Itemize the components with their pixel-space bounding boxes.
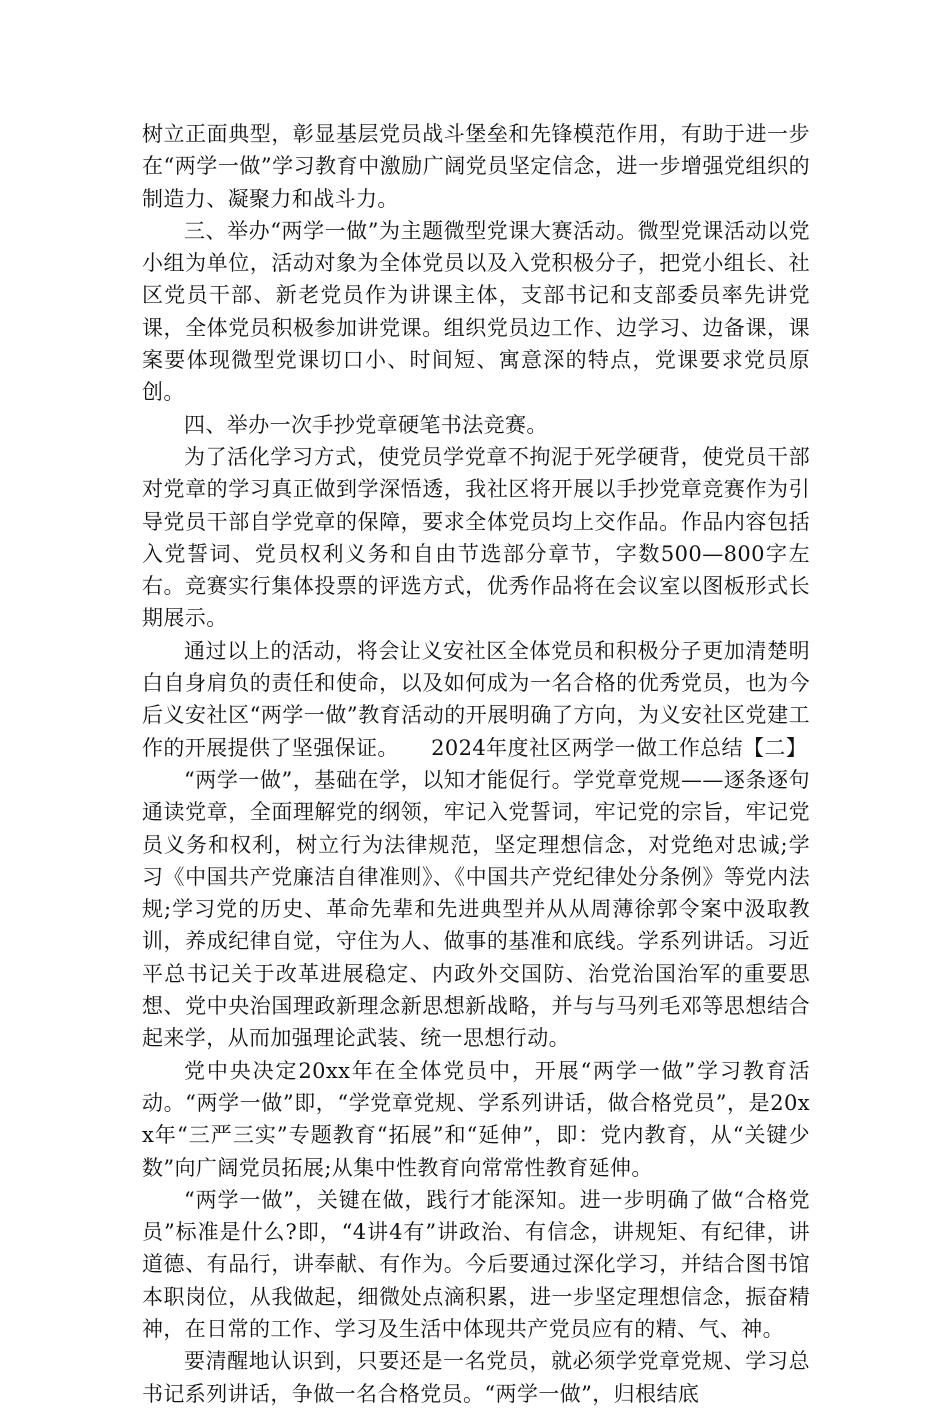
paragraph-6: “两学一做”，基础在学，以知才能促行。学党章党规——逐条逐句通读党章，全面理解党的纲领，牢记入党誓词，牢记党的宗旨，牢记党员义务和权利，树立行为法律规范，坚定理想信念，对党绝对忠诚;学习《中国共产党廉洁自律准则》、《中国共产党纪律处分条例》等党内法规;学习党的历史、革命先辈和先进典型并从从周薄徐郭令案中汲取教训，养成纪律自觉，守住为人、做事的基准和底线。学系列讲话。习近平总书记关于改革进展稳定、内政外交国防、治党治国治军的重要思想、党中央治国理政新理念新思想新战略，并与与马列毛邓等思想结合起来学，从而加强理论武装、统一思想行动。 [142,767,810,1051]
paragraph-3: 四、举办一次手抄党章硬笔书法竞赛。 [184,412,548,437]
paragraph-5: 通过以上的活动，将会让义安社区全体党员和积极分子更加清楚明白自身肩负的责任和使命，以及如何成为一名合格的优秀党员，也为今后义安社区“两学一做”教育活动的开展明确了方向，为义安社区党建工作的开展提供了坚强保证。 2024年度社区两学一做工作总结【二】 [142,638,810,760]
paragraph-9: 要清醒地认识到，只要还是一名党员，就必须学党章党规、学习总书记系列讲话，争做一名合格党员。“两学一做”，归根结底 [142,1349,810,1406]
paragraph-1: 树立正面典型，彰显基层党员战斗堡垒和先锋模范作用，有助于进一步在“两学一做”学习教育中激励广阔党员坚定信念，进一步增强党组织的制造力、凝聚力和战斗力。 [142,122,810,211]
paragraph-2: 三、举办“两学一做”为主题微型党课大赛活动。微型党课活动以党小组为单位，活动对象为全体党员以及入党积极分子，把党小组长、社区党员干部、新老党员作为讲课主体，支部书记和支部委员率先讲党课，全体党员积极参加讲党课。组织党员边工作、边学习、边备课，课案要体现微型党课切口小、时间短、寓意深的特点，党课要求党员原创。 [142,218,810,405]
paragraph-8: “两学一做”，关键在做，践行才能深知。进一步明确了做“合格党员”标准是什么?即，“4讲4有”讲政治、有信念，讲规矩、有纪律，讲道德、有品行，讲奉献、有作为。今后要通过深化学习，并结合图书馆本职岗位，从我做起，细微处点滴积累，进一步坚定理想信念，振奋精神，在日常的工作、学习及生活中体现共产党员应有的精、气、神。 [142,1187,810,1341]
paragraph-7: 党中央决定20xx年在全体党员中，开展“两学一做”学习教育活动。“两学一做”即，“学党章党规、学系列讲话，做合格党员”，是20xx年“三严三实”专题教育“拓展”和“延伸”，即：党内教育，从“关键少数”向广阔党员拓展;从集中性教育向常常性教育延伸。 [142,1058,810,1180]
paragraph-4: 为了活化学习方式，使党员学党章不拘泥于死学硬背，使党员干部对党章的学习真正做到学深悟透，我社区将开展以手抄党章竞赛作为引导党员干部自学党章的保障，要求全体党员均上交作品。作品内容包括入党誓词、党员权利义务和自由节选部分章节，字数500—800字左右。竞赛实行集体投票的评选方式，优秀作品将在会议室以图板形式长期展示。 [142,444,810,631]
document-body [142,118,810,1410]
